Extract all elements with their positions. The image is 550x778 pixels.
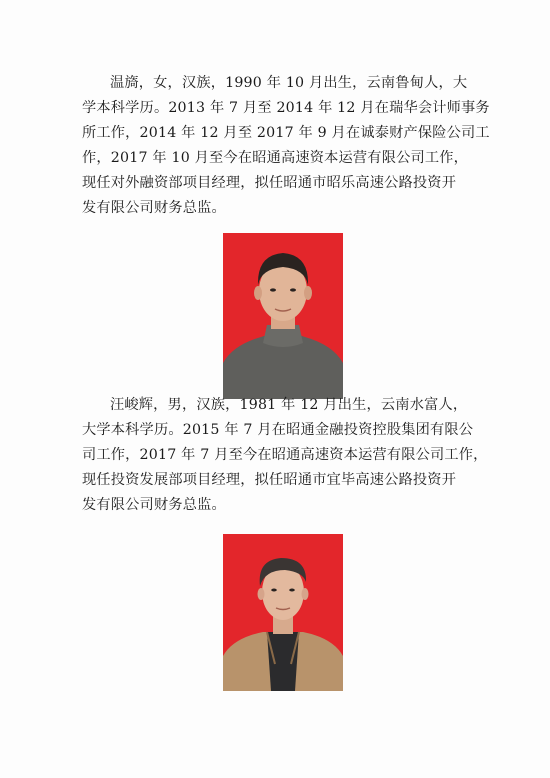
profile-paragraph-1 [82, 71, 490, 221]
profile-paragraph-2 [82, 393, 488, 518]
portrait-illustration [223, 534, 343, 691]
text-line: 发有限公司财务总监。 [82, 497, 226, 513]
text-line: 司工作，2017 年 7 月至今在昭通高速资本运营有限公司工作， [82, 447, 488, 463]
text-line: 所工作，2014 年 12 月至 2017 年 9 月在诚泰财产保险公司工 [82, 125, 490, 141]
text-line: 现任投资发展部项目经理，拟任昭通市宜毕高速公路投资开 [82, 472, 457, 488]
text-line: 现任对外融资部项目经理，拟任昭通市昭乐高速公路投资开 [82, 175, 457, 191]
portrait-illustration [223, 233, 343, 399]
text-line: 温旖，女，汉族，1990 年 10 月出生，云南鲁甸人，大 [110, 75, 468, 91]
text-line: 作，2017 年 10 月至今在昭通高速资本运营有限公司工作， [82, 150, 469, 166]
text-line: 发有限公司财务总监。 [82, 200, 226, 216]
portrait-photo-1 [223, 233, 343, 399]
text-line: 学本科学历。2013 年 7 月至 2014 年 12 月在瑞华会计师事务 [82, 100, 490, 116]
text-line: 汪峻辉，男，汉族，1981 年 12 月出生，云南水富人， [110, 397, 468, 413]
portrait-photo-2 [223, 534, 343, 691]
text-line: 大学本科学历。2015 年 7 月在昭通金融投资控股集团有限公 [82, 422, 474, 438]
